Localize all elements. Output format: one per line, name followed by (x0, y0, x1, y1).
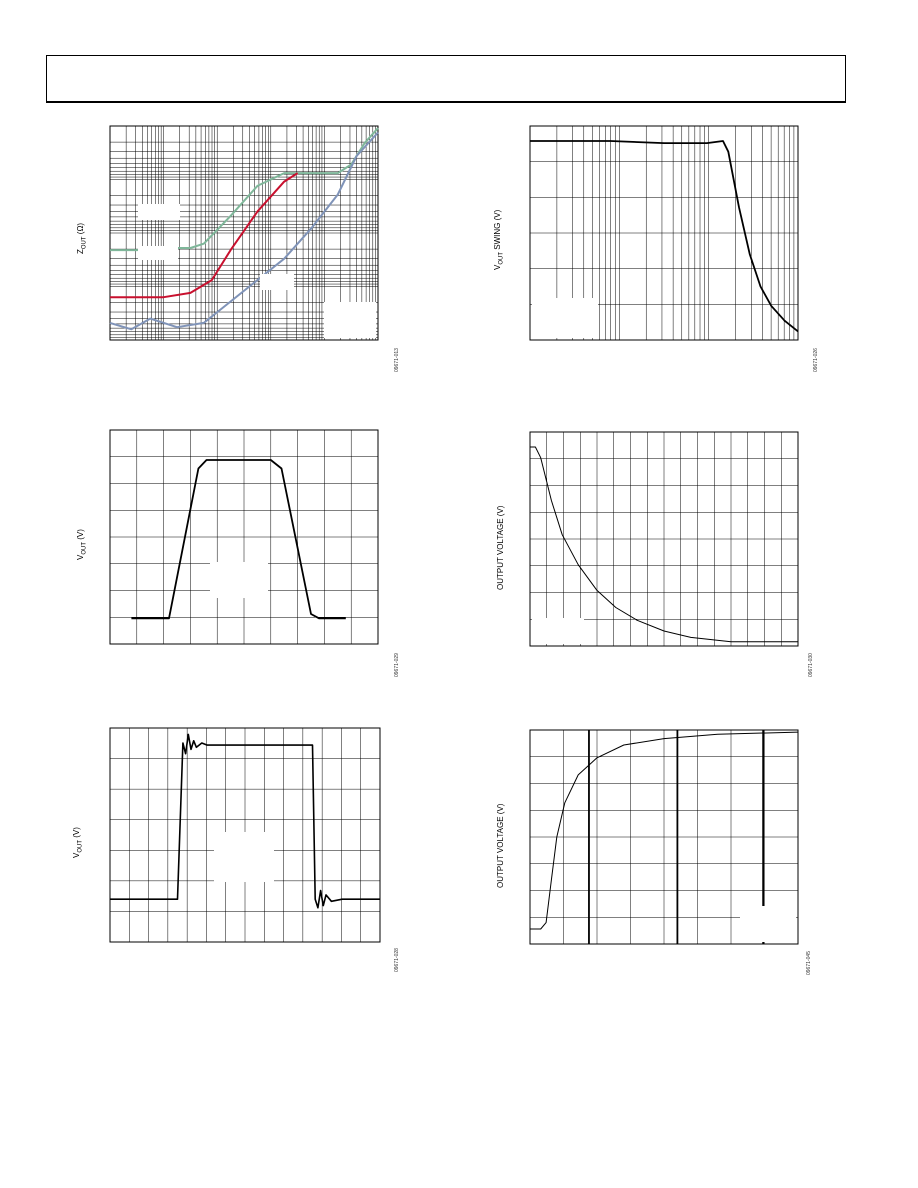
chart-zout (110, 126, 378, 340)
p3-grid (110, 430, 378, 644)
ylabel-p2: $V_{OUT}$ SWING (V) (493, 209, 505, 270)
p1-label-box-1 (138, 246, 178, 260)
p5-label-box-0 (214, 832, 274, 882)
fig-id-p6: 09671-045 (806, 951, 812, 975)
p1-label-box-3 (324, 302, 376, 338)
ylabel-p5: $V_{OUT}$ (V) (72, 827, 84, 858)
ylabel-p4: OUTPUT VOLTAGE (V) (496, 505, 505, 590)
chart-output-voltage-decay (530, 432, 798, 646)
chart-output-voltage-rise (530, 730, 798, 944)
p1-label-box-0 (138, 204, 180, 220)
fig-id-p1: 09671-013 (394, 348, 400, 372)
p4-label-box-0 (532, 618, 584, 644)
p1-label-box-2 (260, 274, 294, 290)
ylabel-p3: $V_{OUT}$ (V) (76, 529, 88, 560)
ylabel-p6: OUTPUT VOLTAGE (V) (496, 803, 505, 888)
p3-label-box-0 (210, 562, 268, 598)
p4-grid (530, 432, 798, 646)
header-box (46, 55, 846, 103)
chart-vout-pulse-small (110, 728, 380, 942)
p6-label-box-0 (740, 906, 796, 942)
fig-id-p4: 09671-030 (808, 653, 814, 677)
fig-id-p5: 09671-028 (394, 948, 400, 972)
p2-label-box-0 (532, 298, 598, 338)
fig-id-p3: 09671-029 (394, 653, 400, 677)
fig-id-p2: 09671-026 (813, 348, 819, 372)
ylabel-p1: $Z_{OUT}$ (Ω) (76, 222, 88, 254)
chart-vout-pulse-large (110, 430, 378, 644)
chart-vout-swing (530, 126, 798, 340)
